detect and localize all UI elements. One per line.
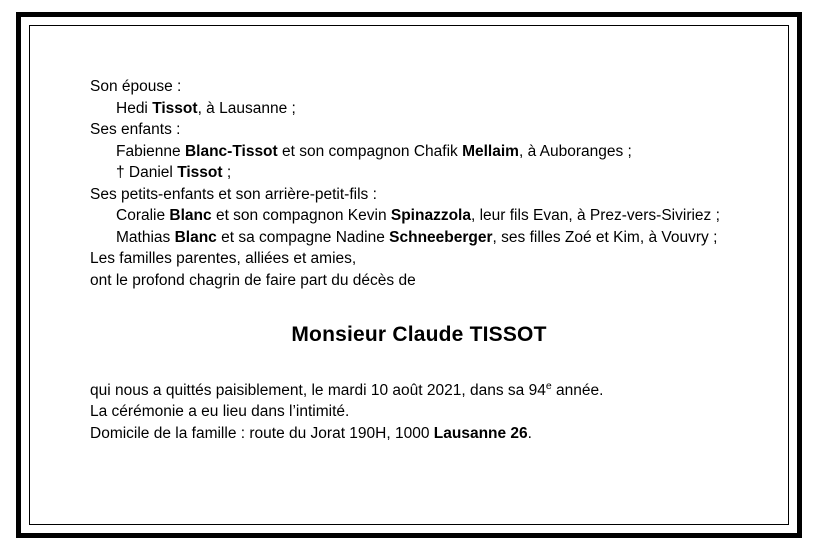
notice-outer-border <box>16 12 802 538</box>
grandchild-entry <box>90 205 748 227</box>
grandchild-middle: et son compagnon Kevin <box>211 207 391 224</box>
child-rest: ; <box>222 164 232 181</box>
address-prefix: Domicile de la famille : route du Jorat 190H, 1000 <box>90 424 434 442</box>
notice-inner-border <box>29 25 789 525</box>
spouse-heading: Son épouse : <box>90 78 182 95</box>
grandchild-rest: , ses filles Zoé et Kim, à Vouvry ; <box>492 228 718 246</box>
child-rest: , à Auboranges ; <box>518 142 632 160</box>
children-block <box>90 119 748 184</box>
child-first-name: Fabienne <box>116 142 185 160</box>
spouse-rest: , à Lausanne ; <box>197 99 296 117</box>
spouse-last-name: Tissot <box>152 99 198 117</box>
passing-line <box>90 380 748 402</box>
child-entry <box>90 141 748 163</box>
notice-content <box>90 76 748 444</box>
grandchild-middle: et sa compagne Nadine <box>216 228 390 246</box>
spouse-first-name: Hedi <box>116 99 153 117</box>
grandchild-last-name: Blanc <box>174 228 217 246</box>
passing-before: qui nous a quittés paisiblement, le mardi 10 août 2021, dans sa 94 <box>90 381 546 399</box>
ordinal-suffix: e <box>545 379 552 392</box>
grandchildren-heading: Ses petits-enfants et son arrière-petit-fils : <box>90 185 377 203</box>
grandchild-last-name: Blanc <box>169 207 212 224</box>
grandchild-rest: , leur fils Evan, à Prez-vers-Siviriez ; <box>470 207 720 224</box>
address-suffix: . <box>527 424 532 442</box>
announce-line: ont le profond chagrin de faire part du décès de <box>90 271 416 289</box>
grandchildren-block <box>90 184 748 249</box>
grandchild-partner-last-name: Spinazzola <box>390 207 471 224</box>
deceased-name: Monsieur Claude TISSOT <box>291 323 547 346</box>
grandchild-first-name: Coralie <box>116 207 170 224</box>
grandchild-partner-last-name: Schneeberger <box>389 228 493 246</box>
children-heading: Ses enfants : <box>90 121 181 138</box>
child-first-name: † Daniel <box>116 164 178 181</box>
child-partner-last-name: Mellaim <box>462 142 519 160</box>
child-last-name: Tissot <box>177 164 223 181</box>
passing-after: année. <box>551 381 604 399</box>
child-last-name: Blanc-Tissot <box>184 142 278 160</box>
ceremony-line: La cérémonie a eu lieu dans l’intimité. <box>90 403 350 420</box>
address-line <box>90 423 748 445</box>
address-city: Lausanne 26 <box>433 424 528 442</box>
child-entry <box>90 162 748 184</box>
grandchild-entry <box>90 227 748 249</box>
families-block <box>90 248 748 291</box>
spouse-entry <box>90 98 748 120</box>
child-middle: et son compagnon Chafik <box>277 142 463 160</box>
families-line: Les familles parentes, alliées et amies, <box>90 250 357 267</box>
spouse-block <box>90 76 748 119</box>
closing-block <box>90 380 748 445</box>
grandchild-first-name: Mathias <box>116 228 175 246</box>
